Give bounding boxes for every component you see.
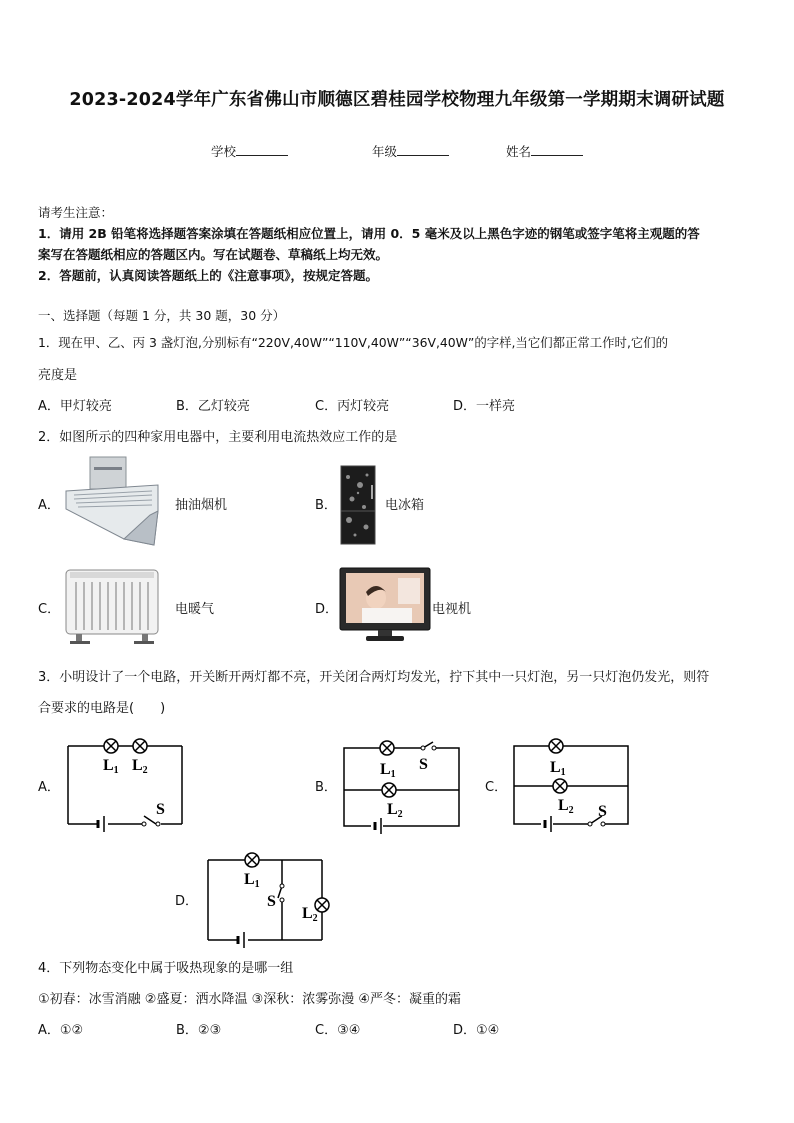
q1-option-d[interactable]: D．一样亮 <box>453 399 516 414</box>
lamp-l1-label: L1 <box>103 757 119 776</box>
q2-option-a-label: 抽油烟机 <box>175 498 228 513</box>
lamp-l2-label: L2 <box>387 801 403 820</box>
lamp-l1-label: L1 <box>380 761 396 780</box>
q2-option-c-label: 电暖气 <box>175 602 215 617</box>
q2-option-c-letter[interactable]: C． <box>38 602 61 617</box>
q1-option-b[interactable]: B．乙灯较亮 <box>176 399 250 414</box>
q2-text: 2．如图所示的四种家用电器中，主要利用电流热效应工作的是 <box>38 430 398 445</box>
q2-option-b-label: 电冰箱 <box>385 498 425 513</box>
q3-line-2: 合要求的电路是( ) <box>38 701 166 716</box>
q4-text: 4．下列物态变化中属于吸热现象的是哪一组 <box>38 961 294 976</box>
q1-option-c[interactable]: C．丙灯较亮 <box>315 399 390 414</box>
lamp-l2-label: L2 <box>558 797 574 816</box>
switch-s-label: S <box>267 893 276 910</box>
q1-line-1: 1．现在甲、乙、丙 3 盏灯泡,分别标有“220V,40W”“110V,40W”“36V,40W”的字样,当它们都正常工作时,它们的 <box>38 335 669 350</box>
switch-s-label: S <box>419 756 428 773</box>
lamp-l2-label: L2 <box>302 905 318 924</box>
q3-option-b-letter[interactable]: B． <box>315 780 337 795</box>
q4-option-c[interactable]: C．③④ <box>315 1023 361 1038</box>
q2-option-d-letter[interactable]: D． <box>315 602 339 617</box>
lamp-l1-label: L1 <box>550 759 566 778</box>
circuit-c-diagram <box>508 732 638 836</box>
name-field[interactable] <box>506 142 583 160</box>
lamp-l2-label: L2 <box>132 757 148 776</box>
q3-option-a-letter[interactable]: A． <box>38 780 60 795</box>
q4-option-a[interactable]: A．①② <box>38 1023 84 1038</box>
school-field[interactable] <box>211 142 288 160</box>
electric-heater-image <box>62 566 162 646</box>
q2-option-a-letter[interactable]: A． <box>38 498 60 513</box>
q4-items: ①初春：冰雪消融 ②盛夏：洒水降温 ③深秋：浓雾弥漫 ④严冬：凝重的霜 <box>38 992 462 1007</box>
grade-label: 年级 <box>372 144 398 159</box>
q1-line-2: 亮度是 <box>38 368 78 383</box>
range-hood-image <box>64 455 160 551</box>
q2-option-d-label: 电视机 <box>432 602 472 617</box>
switch-s-label: S <box>156 801 165 818</box>
page-title: 2023-2024学年广东省佛山市顺德区碧桂园学校物理九年级第一学期期末调研试题 <box>69 90 725 110</box>
switch-s-label: S <box>598 803 607 820</box>
notice-heading: 请考生注意： <box>38 205 114 220</box>
notice-line-1a: 1．请用 2B 铅笔将选择题答案涂填在答题纸相应位置上，请用 0．5 毫米及以上黑色字迹的钢笔或签字笔将主观题的答 <box>38 226 700 241</box>
notice-line-1b: 案写在答题纸相应的答题区内。写在试题卷、草稿纸上均无效。 <box>38 247 389 262</box>
q2-option-b-letter[interactable]: B． <box>315 498 337 513</box>
name-label: 姓名 <box>506 144 532 159</box>
section-heading: 一、选择题（每题 1 分，共 30 题，30 分） <box>38 308 286 323</box>
circuit-d-diagram <box>200 848 334 952</box>
circuit-b-diagram <box>337 736 467 836</box>
q3-option-c-letter[interactable]: C． <box>485 780 508 795</box>
q1-option-a[interactable]: A．甲灯较亮 <box>38 399 112 414</box>
notice-line-2: 2．答题前，认真阅读答题纸上的《注意事项》，按规定答题。 <box>38 268 378 283</box>
q3-line-1: 3．小明设计了一个电路，开关断开两灯都不亮，开关闭合两灯均发光，拧下其中一只灯泡，另一只灯泡仍发光，则符 <box>38 670 710 685</box>
circuit-a-diagram <box>60 732 190 836</box>
q4-option-d[interactable]: D．①④ <box>453 1023 500 1038</box>
q3-option-d-letter[interactable]: D． <box>175 894 199 909</box>
q4-option-b[interactable]: B．②③ <box>176 1023 222 1038</box>
television-image <box>338 566 432 646</box>
lamp-l1-label: L1 <box>244 871 260 890</box>
grade-field[interactable] <box>372 142 449 160</box>
refrigerator-image <box>340 465 376 545</box>
school-label: 学校 <box>211 144 237 159</box>
